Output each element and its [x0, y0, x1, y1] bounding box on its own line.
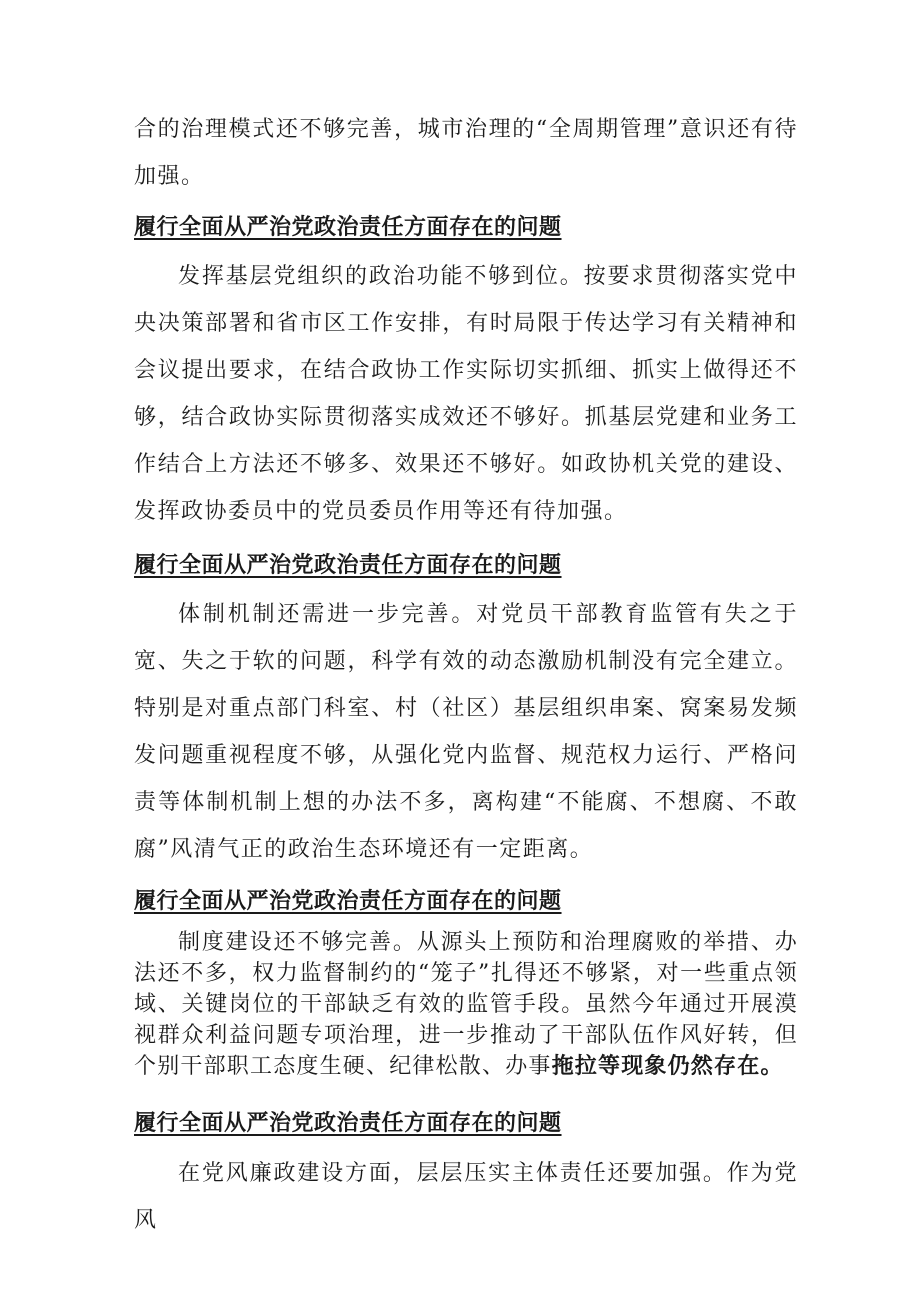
section-heading-1: 履行全面从严治党政治责任方面存在的问题 [134, 214, 562, 240]
paragraph-continuation: 合的治理模式还不够完善，城市治理的“全周期管理”意识还有待加强。 [134, 117, 798, 189]
paragraph-3 [134, 927, 798, 1082]
section-heading-3: 履行全面从严治党政治责任方面存在的问题 [134, 888, 562, 914]
section-heading-2: 履行全面从严治党政治责任方面存在的问题 [134, 552, 562, 578]
paragraph-1: 发挥基层党组织的政治功能不够到位。按要求贯彻落实党中央决策部署和省市区工作安排，有时局限于传达学习有关精神和会议提出要求，在结合政协工作实际切实抓细、抓实上做得还不够，结合政协实际贯彻落实成效还不够好。抓基层党建和业务工作结合上方法还不够多、效果还不够好。如政协机关党的建设、发挥政协委员中的党员委员作用等还有待加强。 [134, 264, 798, 524]
paragraph-3-bold-text: 拖拉等现象仍然存在。 [551, 1053, 784, 1079]
paragraph-4: 在党风廉政建设方面，层层压实主体责任还要加强。作为党风 [134, 1161, 798, 1233]
section-heading-4: 履行全面从严治党政治责任方面存在的问题 [134, 1110, 562, 1136]
paragraph-2: 体制机制还需进一步完善。对党员干部教育监管有失之于宽、失之于软的问题，科学有效的动态激励机制没有完全建立。特别是对重点部门科室、村（社区）基层组织串案、窝案易发频发问题重视程度不够，从强化党内监督、规范权力运行、严格问责等体制机制上想的办法不多，离构建“不能腐、不想腐、不敢腐”风清气正的政治生态环境还有一定距离。 [134, 602, 798, 862]
paragraph-3-text: 制度建设还不够完善。从源头上预防和治理腐败的举措、办法还不多，权力监督制约的“笼子”扎得还不够紧，对一些重点领域、关键岗位的干部缺乏有效的监管手段。虽然今年通过开展漠视群众利益问题专项治理，进一步推动了干部队伍作风好转，但个别干部职工态度生硬、纪律松散、办事 [134, 930, 798, 1079]
